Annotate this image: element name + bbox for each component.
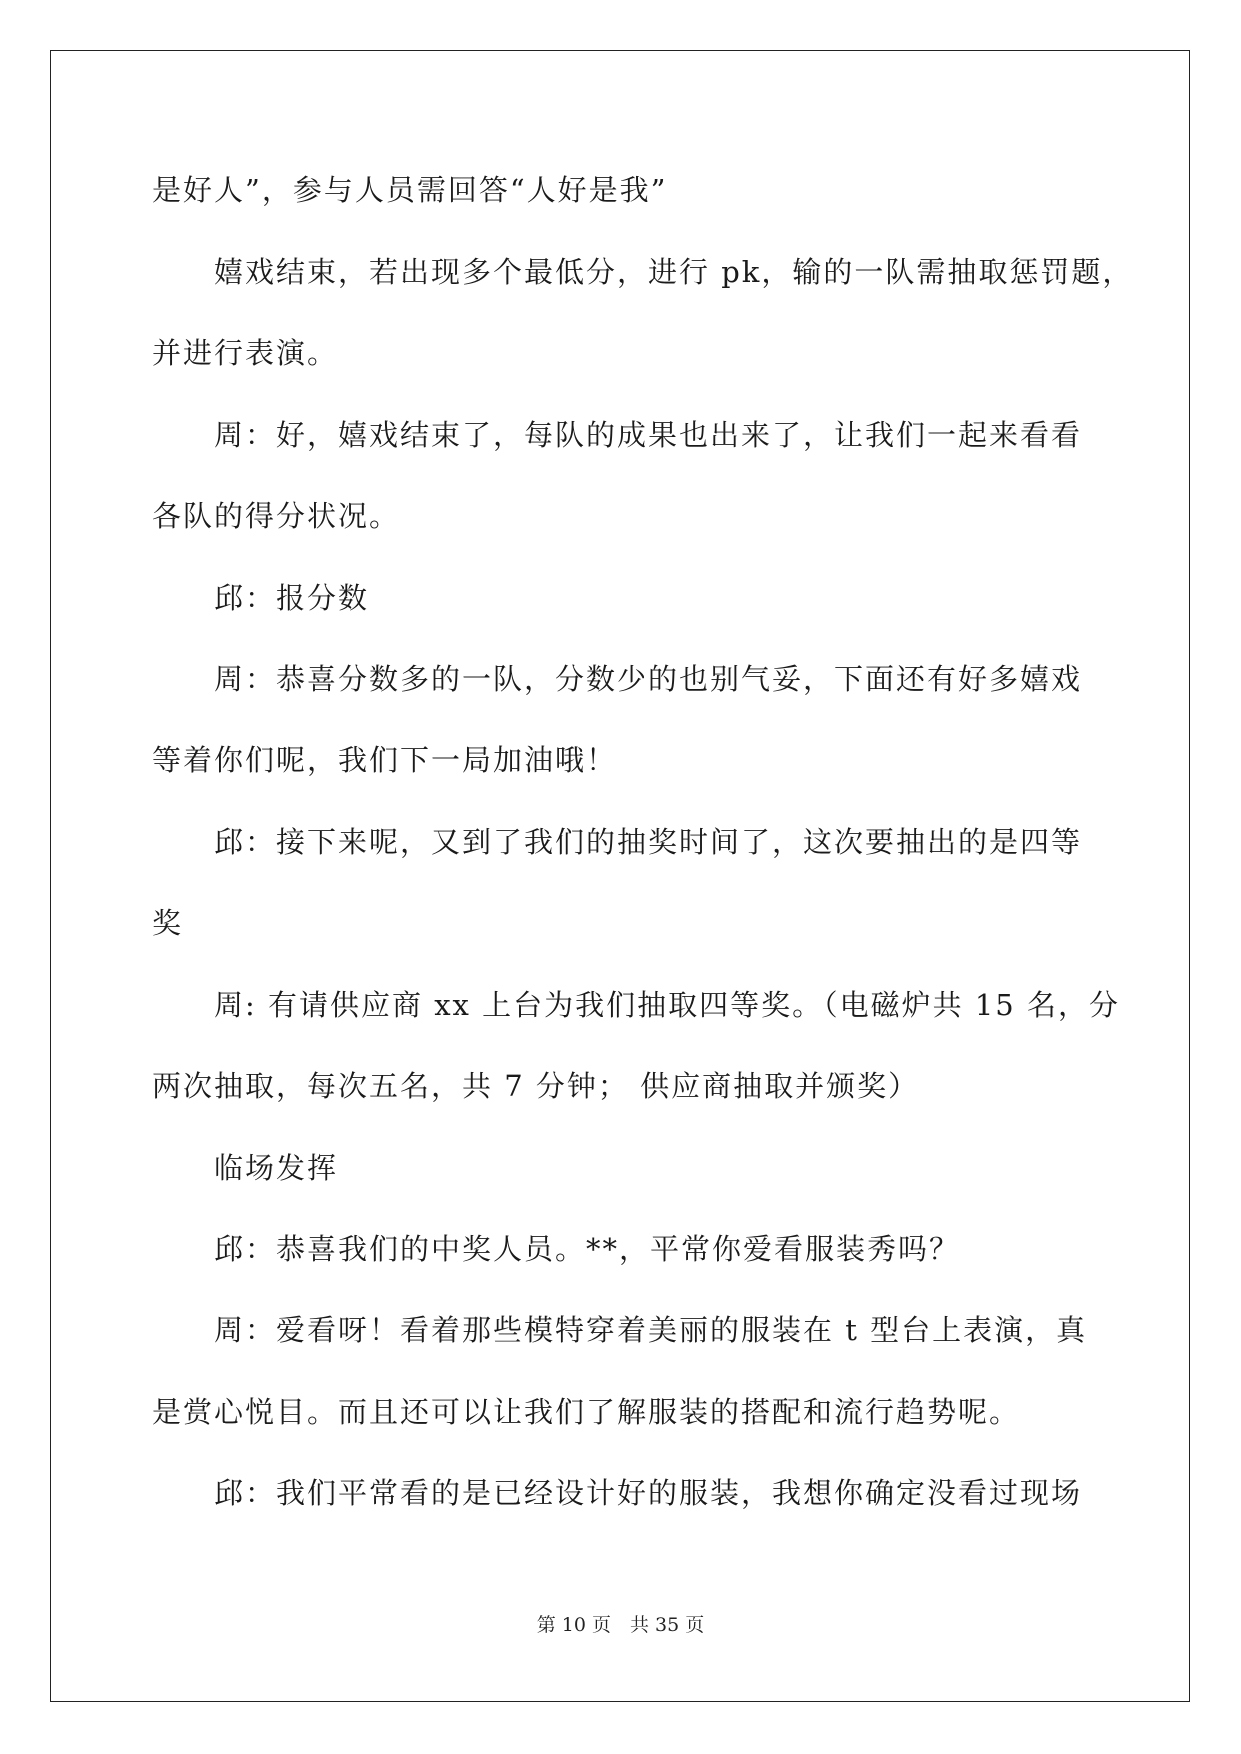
text-line-15: 周：爱看呀！看着那些模特穿着美丽的服装在 t 型台上表演，真	[214, 1313, 1088, 1347]
text-line-8: 等着你们呢，我们下一局加油哦！	[152, 743, 618, 777]
text-line-7: 周：恭喜分数多的一队，分数少的也别气妥，下面还有好多嬉戏	[214, 662, 1083, 696]
text-line-14: 邱：恭喜我们的中奖人员。**，平常你爱看服装秀吗？	[214, 1232, 961, 1266]
text-line-2: 嬉戏结束，若出现多个最低分，进行 pk，输的一队需抽取惩罚题，	[214, 255, 1134, 289]
page-footer	[0, 1610, 1241, 1637]
text-line-4: 周：好，嬉戏结束了，每队的成果也出来了，让我们一起来看看	[214, 418, 1083, 452]
text-line-3: 并进行表演。	[152, 336, 339, 370]
text-line-11: 周: 有请供应商 xx 上台为我们抽取四等奖。（电磁炉共 15 名，分	[214, 988, 1120, 1022]
text-line-10: 奖	[152, 906, 184, 940]
page-border	[50, 50, 1190, 1702]
text-line-6: 邱：报分数	[214, 581, 370, 615]
text-line-1: 是好人”，参与人员需回答“人好是我”	[152, 173, 668, 207]
text-line-17: 邱：我们平常看的是已经设计好的服装，我想你确定没看过现场	[214, 1476, 1083, 1510]
text-line-9: 邱：接下来呢，又到了我们的抽奖时间了，这次要抽出的是四等	[214, 825, 1083, 859]
text-line-12: 两次抽取，每次五名，共 7 分钟； 供应商抽取并颁奖）	[152, 1069, 920, 1103]
text-line-13: 临场发挥	[214, 1151, 339, 1185]
text-line-16: 是赏心悦目。而且还可以让我们了解服装的搭配和流行趋势呢。	[152, 1395, 1021, 1429]
text-line-5: 各队的得分状况。	[152, 499, 401, 533]
page-number: 第 10 页 共 35 页	[536, 1614, 705, 1636]
